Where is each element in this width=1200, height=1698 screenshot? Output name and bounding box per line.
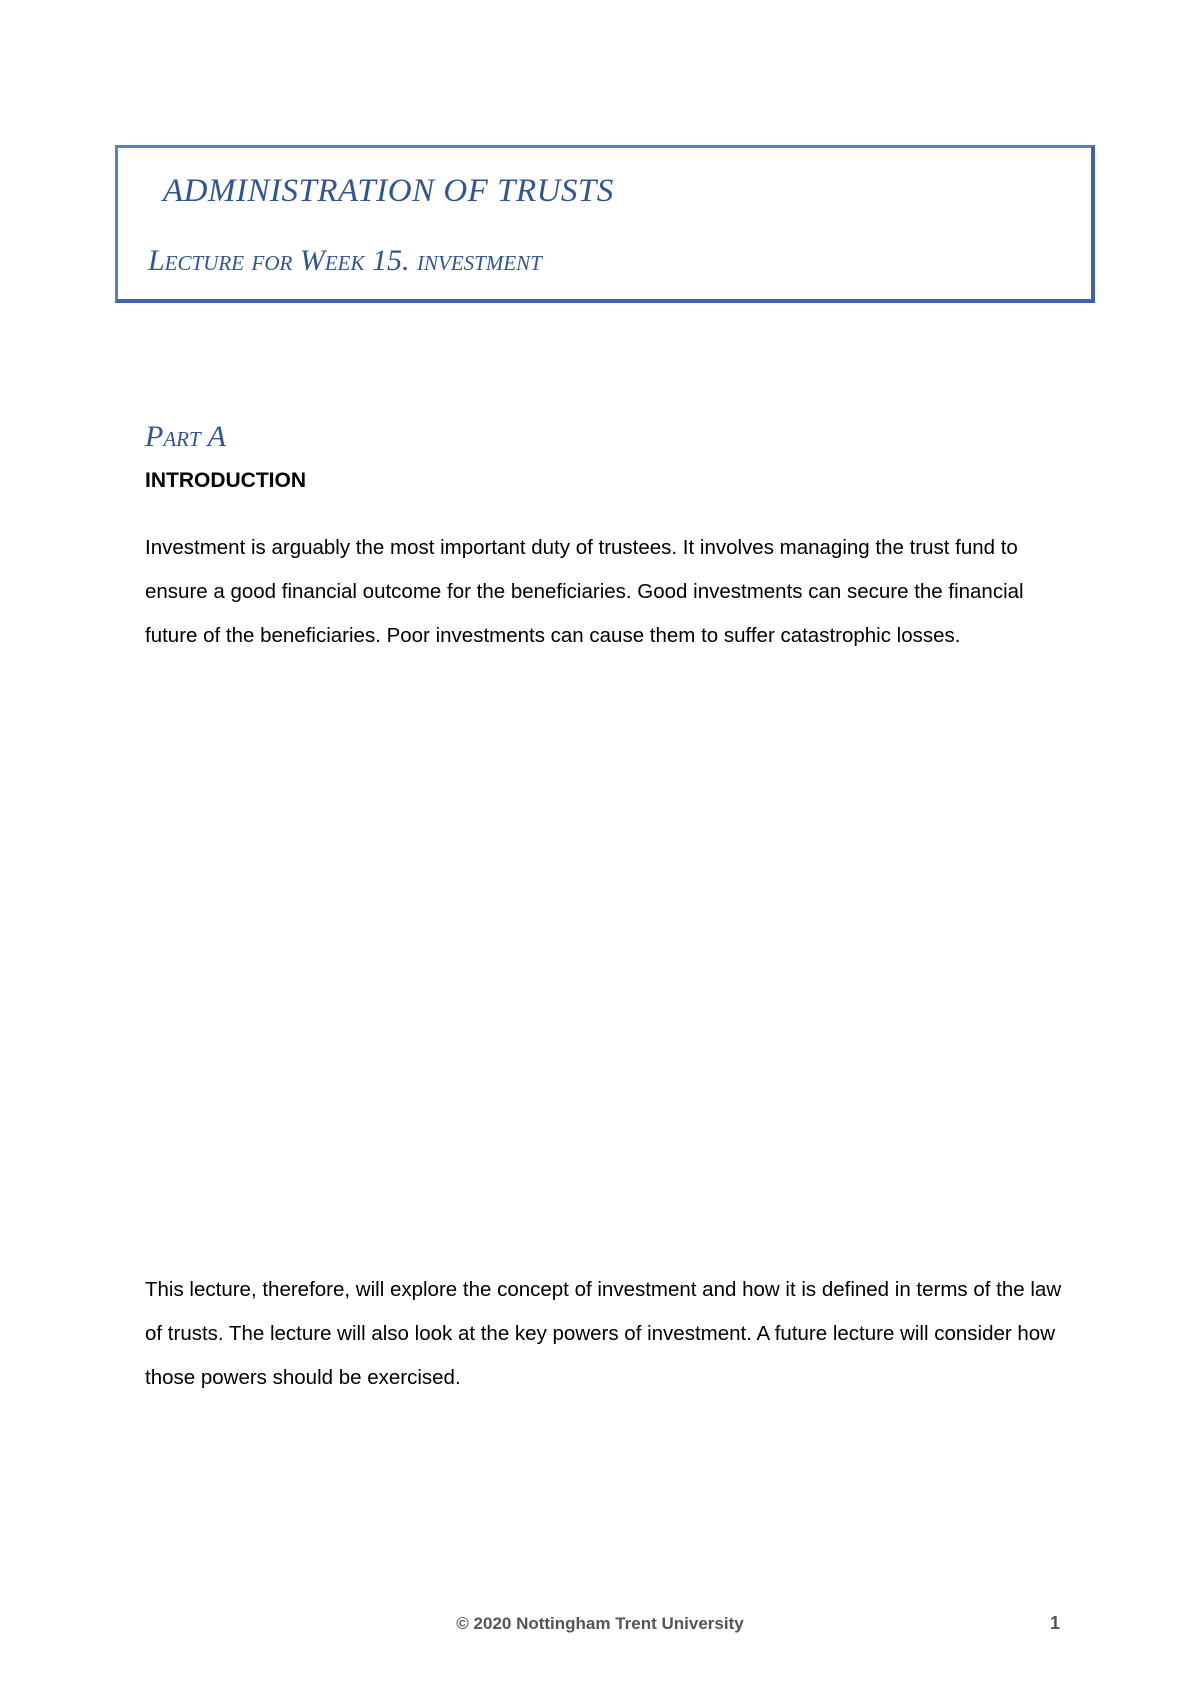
title-box	[115, 145, 1095, 303]
scope-paragraph: This lecture, therefore, will explore the concept of investment and how it is defined in terms of the law of trusts. The lecture will also look at the key powers of investment. A future lecture will consider how those powers should be exercised.	[145, 1278, 1062, 1389]
intro-paragraph: Investment is arguably the most important duty of trustees. It involves managing the trust fund to ensure a good financial outcome for the beneficiaries. Good investments can secure the financial future of the beneficiaries. Poor investments can cause them to suffer catastrophic losses.	[145, 536, 1024, 647]
document-subtitle: Lecture for Week 15. investment	[148, 244, 542, 277]
page-number: 1	[1050, 1613, 1061, 1633]
section-heading: INTRODUCTION	[145, 469, 306, 492]
document-title: ADMINISTRATION OF TRUSTS	[163, 173, 614, 209]
part-heading: Part A	[145, 420, 226, 453]
footer-copyright: © 2020 Nottingham Trent University	[456, 1614, 744, 1633]
